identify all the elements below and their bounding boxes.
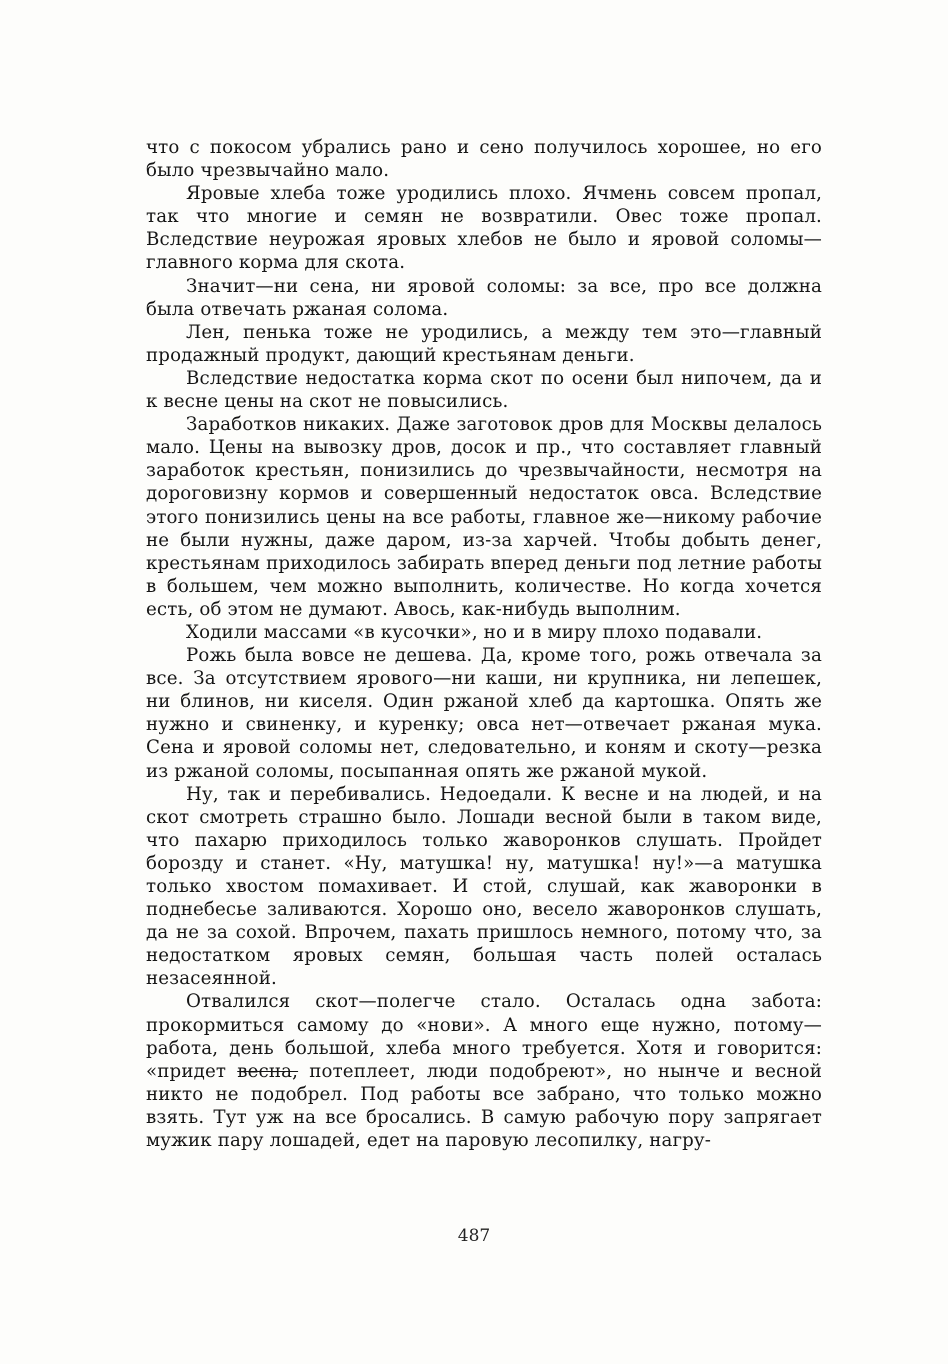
paragraph-7: Ходили массами «в кусочки», но и в миру плохо подавали. (186, 621, 763, 643)
body-text (146, 136, 822, 1152)
paragraph-6: Заработков никаких. Даже заготовок дров для Москвы делалось мало. Цены на вывозку дров, досок и пр., что составляет главный заработок крестьян, понизились до чрезвычайности, несмотря на дороговизну кормов и совершенный недостаток овса. Вследствие этого понизились цены на все работы, главное же—никому рабочие не были нужны, даже даром, из-за харчей. Чтобы добыть денег, крестьянам приходилось забирать вперед деньги под летние работы в большем, чем можно выполнить, количестве. Но когда хочется есть, об этом не думают. Авось, как-нибудь выполним. (146, 414, 822, 620)
paragraph-10 (146, 990, 822, 1152)
paragraph-5: Вследствие недостатка корма скот по осени был нипочем, да и к весне цены на скот не повысились. (146, 367, 822, 413)
paragraph-8: Рожь была вовсе не дешева. Да, кроме того, рожь отвечала за все. За отсутствием ярового—ни каши, ни крупника, ни лепешек, ни блинов, ни киселя. Один ржаной хлеб да картошка. Опять же нужно и свиненку, и куренку; овса нет—отвечает ржаная мука. Сена и яровой соломы нет, следовательно, и коням и скоту—резка из ржаной соломы, посыпанная опять же ржаной мукой. (146, 645, 822, 782)
paragraph-10-start: Отвалился скот—полегче стало. Осталась одна забота: прокормиться самому до «нови». А много еще нужно, потому—работа, день большой, хлеба много требуется. Хотя и говорится: «придет (146, 991, 822, 1082)
paragraph-4: Лен, пенька тоже не уродились, а между тем это—главный продажный продукт, дающий крестьянам деньги. (146, 321, 822, 366)
page-number: 487 (457, 1226, 491, 1246)
struck-word: весна, (237, 1060, 299, 1082)
paragraph-10-end: потеплеет, люди подобреют», но нынче и весной никто не подобрел. Под работы все забрано, что только можно взять. Тут уж на все бросались. В самую рабочую пору запрягает мужик пару лошадей, едет на паровую лесопилку, нагру- (146, 1060, 822, 1152)
paragraph-2: Яровые хлеба тоже уродились плохо. Ячмень совсем пропал, так что многие и семян не возвратили. Овес тоже пропал. Вследствие неурожая яровых хлебов не было и яровой соломы—главного корма для скота. (146, 183, 822, 274)
paragraph-3: Значит—ни сена, ни яровой соломы: за все, про все должна была отвечать ржаная солома. (146, 275, 822, 320)
paragraph-9: Ну, так и перебивались. Недоедали. К весне и на людей, и на скот смотреть страшно было. Лошади весной были в таком виде, что пахарю приходилось только жаворонков слушать. Пройдет борозду и станет. «Ну, матушка! ну, матушка! ну!»—а матушка только хвостом помахивает. И стой, слушай, как жаворонки в поднебесье заливаются. Хорошо оно, весело жаворонков слушать, да не за сохой. Впрочем, пахать пришлось немного, потому что, за недостатком яровых семян, большая часть полей осталась незасеянной. (146, 783, 822, 990)
paragraph-1: что с покосом убрались рано и сено получилось хорошее, но его было чрезвычайно мало. (146, 137, 822, 182)
